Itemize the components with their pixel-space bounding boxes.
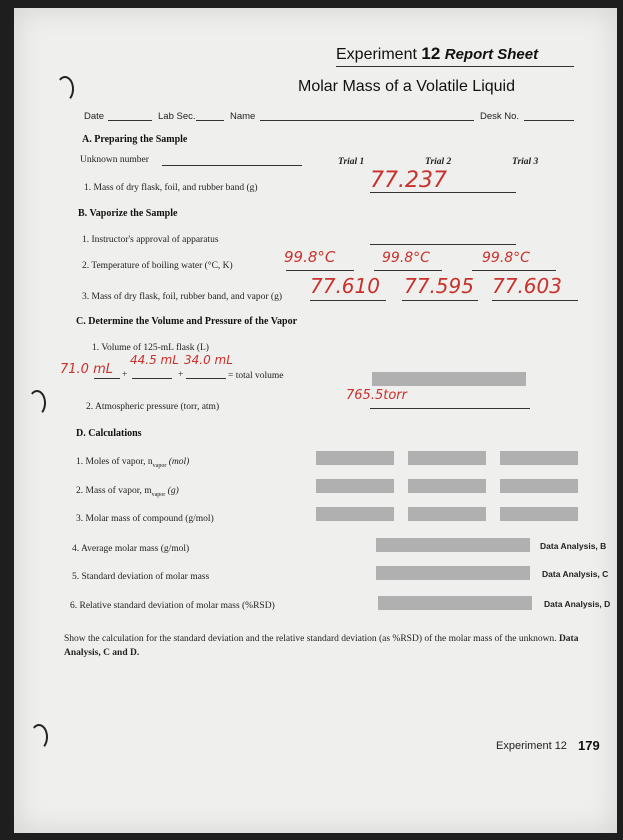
date-label: Date — [84, 111, 105, 122]
volume-field-3[interactable] — [186, 378, 226, 379]
header-title — [336, 44, 538, 64]
binder-hole-bottom — [30, 724, 48, 750]
name-label: Name — [230, 111, 256, 122]
volume-part-3: 34.0 mL — [184, 353, 233, 367]
footer-experiment: Experiment 12 — [496, 740, 567, 752]
mass-with-vapor-trial-2: 77.595 — [404, 274, 474, 298]
molar-mass-trial-3-box — [500, 507, 578, 521]
mass-dry-flask-label: 1. Mass of dry flask, foil, and rubber band (g) — [84, 183, 258, 193]
instructions-bold: Data Analysis, C and D. — [64, 634, 579, 658]
labsec-field[interactable] — [196, 120, 224, 121]
mass-with-vapor-field-2[interactable] — [402, 300, 478, 301]
instructions-paragraph — [64, 632, 604, 660]
mass-with-vapor-trial-3: 77.603 — [492, 274, 562, 298]
atm-pressure-value: 765.5torr — [346, 388, 407, 403]
experiment-word: Experiment — [336, 46, 417, 63]
report-sheet-page — [14, 8, 617, 833]
total-volume-shaded-field — [372, 372, 526, 386]
molar-mass-label: 3. Molar mass of compound (g/mol) — [76, 514, 214, 524]
moles-vapor-label — [76, 457, 189, 469]
date-field[interactable] — [108, 120, 152, 121]
atm-pressure-label: 2. Atmospheric pressure (torr, atm) — [86, 402, 220, 412]
name-field[interactable] — [260, 120, 474, 121]
rsd-box — [378, 596, 532, 610]
plus-sign-2: + — [178, 370, 184, 380]
section-d-title: D. Calculations — [76, 428, 142, 439]
instructor-approval-label: 1. Instructor's approval of apparatus — [82, 235, 219, 245]
report-sheet-word: Report Sheet — [444, 46, 539, 63]
instructions-text: Show the calculation for the standard deviation and the relative standard deviation (as %RSD) of the molar mass of the unknown. — [64, 634, 557, 644]
boiling-temp-field-1[interactable] — [286, 270, 354, 271]
trial-2-header: Trial 2 — [425, 157, 452, 167]
std-dev-box — [376, 566, 530, 580]
mass-vapor-trial-1-box — [316, 479, 394, 493]
section-b-title: B. Vaporize the Sample — [78, 208, 178, 219]
page-subtitle: Molar Mass of a Volatile Liquid — [298, 78, 515, 95]
mass-vapor-trial-2-box — [408, 479, 486, 493]
data-analysis-c-tag: Data Analysis, C — [542, 569, 609, 579]
mass-vapor-label — [76, 486, 179, 498]
mass-with-vapor-trial-1: 77.610 — [310, 274, 380, 298]
mass-with-vapor-field-1[interactable] — [310, 300, 386, 301]
mass-with-vapor-label: 3. Mass of dry flask, foil, rubber band, and vapor (g) — [82, 292, 282, 302]
data-analysis-d-tag: Data Analysis, D — [544, 599, 611, 609]
molar-mass-trial-1-box — [316, 507, 394, 521]
moles-vapor-trial-3-box — [500, 451, 578, 465]
section-c-title: C. Determine the Volume and Pressure of the Vapor — [76, 316, 298, 327]
std-dev-label: 5. Standard deviation of molar mass — [72, 572, 210, 582]
moles-vapor-trial-1-box — [316, 451, 394, 465]
average-molar-mass-label: 4. Average molar mass (g/mol) — [72, 544, 190, 554]
volume-field-1[interactable] — [94, 378, 120, 379]
binder-hole-middle — [28, 390, 46, 416]
boiling-temp-label: 2. Temperature of boiling water (°C, K) — [82, 261, 233, 271]
moles-vapor-trial-2-box — [408, 451, 486, 465]
mass-with-vapor-field-3[interactable] — [492, 300, 578, 301]
deskno-label: Desk No. — [480, 111, 520, 122]
section-a-title: A. Preparing the Sample — [82, 134, 188, 145]
mass-vapor-unit: (g) — [165, 486, 179, 496]
labsec-label: Lab Sec. — [158, 111, 196, 122]
binder-hole-top — [56, 76, 74, 102]
unknown-number-field[interactable] — [162, 165, 302, 166]
volume-part-2: 44.5 mL — [130, 353, 179, 367]
deskno-field[interactable] — [524, 120, 574, 121]
flask-volume-label: 1. Volume of 125-mL flask (L) — [92, 343, 209, 353]
rsd-label: 6. Relative standard deviation of molar mass (%RSD) — [70, 601, 275, 611]
trial-3-header: Trial 3 — [512, 157, 539, 167]
moles-vapor-text: 1. Moles of vapor, n — [76, 457, 153, 467]
mass-vapor-trial-3-box — [500, 479, 578, 493]
trial-1-header: Trial 1 — [338, 157, 365, 167]
volume-field-2[interactable] — [132, 378, 172, 379]
header-rule — [336, 66, 574, 67]
total-volume-label: = total volume — [228, 371, 284, 381]
boiling-temp-field-2[interactable] — [374, 270, 442, 271]
mass-dry-flask-value: 77.237 — [370, 168, 447, 193]
volume-part-1: 71.0 mL — [60, 362, 113, 377]
boiling-temp-field-3[interactable] — [472, 270, 556, 271]
moles-vapor-sub: vapor — [152, 462, 167, 469]
boiling-temp-trial-3: 99.8°C — [482, 250, 530, 266]
data-analysis-b-tag: Data Analysis, B — [540, 541, 607, 551]
mass-vapor-sub: vapor — [151, 491, 166, 498]
molar-mass-trial-2-box — [408, 507, 486, 521]
plus-sign-1: + — [122, 370, 128, 380]
atm-pressure-field[interactable] — [370, 408, 530, 409]
mass-dry-flask-field[interactable] — [370, 192, 516, 193]
average-molar-mass-box — [376, 538, 530, 552]
unknown-number-label: Unknown number — [80, 155, 149, 165]
page-number: 179 — [578, 738, 600, 753]
mass-vapor-text: 2. Mass of vapor, m — [76, 486, 152, 496]
instructor-approval-field[interactable] — [370, 244, 516, 245]
moles-vapor-unit: (mol) — [166, 457, 190, 467]
boiling-temp-trial-1: 99.8°C — [284, 248, 336, 266]
experiment-number: 12 — [421, 44, 441, 63]
boiling-temp-trial-2: 99.8°C — [382, 250, 430, 266]
